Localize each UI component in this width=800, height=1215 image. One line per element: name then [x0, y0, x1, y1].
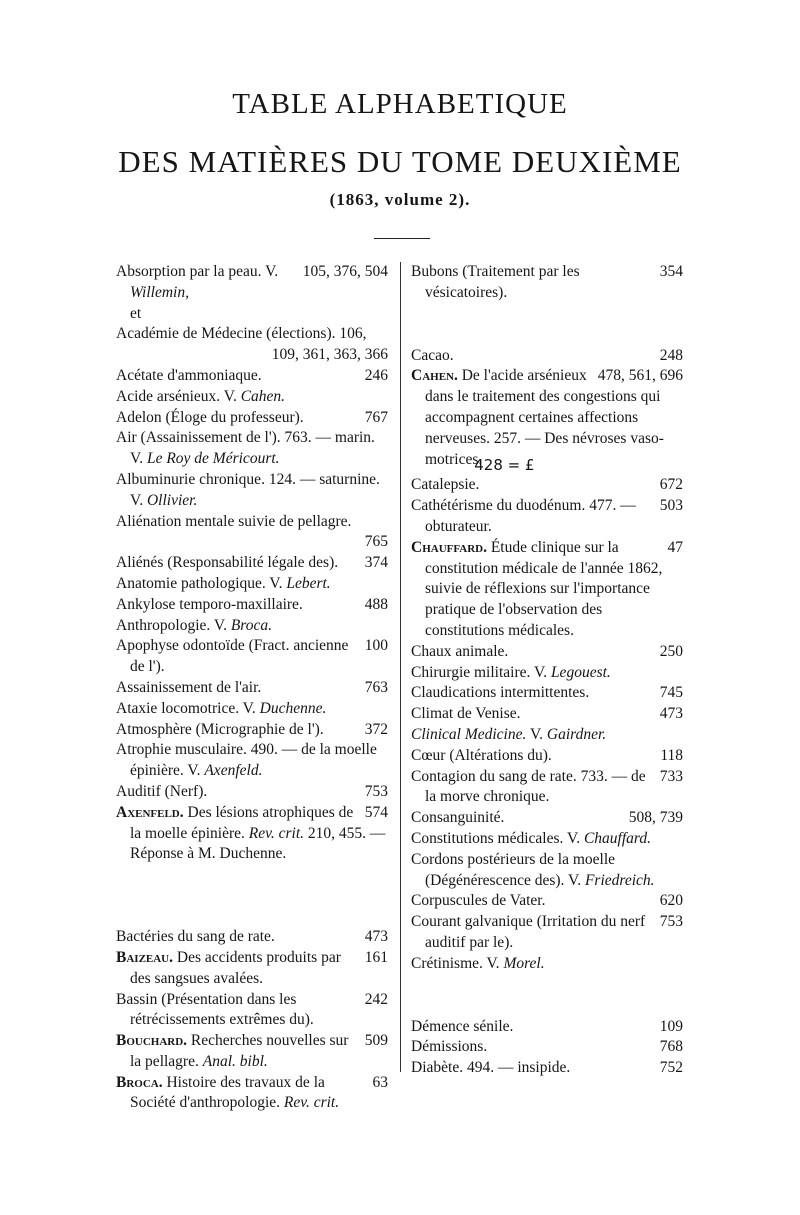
- entry-reference: Duchenne.: [259, 699, 327, 717]
- index-entry: [411, 538, 683, 642]
- entry-text: Académie de Médecine (élections). 106,: [116, 325, 367, 343]
- entry-text: Atrophie musculaire. 490. — de la moelle épinière. V.: [116, 741, 377, 780]
- index-entry: [411, 496, 683, 538]
- entry-reference: Rev. crit.: [248, 824, 305, 842]
- entry-pages: 509: [364, 1032, 388, 1050]
- title-rule: [374, 238, 430, 239]
- index-entry: [411, 366, 683, 475]
- entry-reference: Broca.: [230, 616, 273, 634]
- entry-pages: 242: [364, 990, 388, 1008]
- index-column-left: [116, 262, 388, 1114]
- entry-pages: 250: [659, 642, 683, 660]
- entry-text: Ataxie locomotrice. V.: [116, 699, 260, 717]
- index-entry: [116, 324, 388, 366]
- entry-reference: Ollivier.: [146, 491, 198, 509]
- entry-pages: 374: [364, 554, 388, 572]
- entry-pages: 100: [364, 637, 388, 655]
- index-entry: [411, 912, 683, 954]
- entry-reference: Friedreich.: [584, 871, 655, 889]
- entry-pages: 503: [659, 497, 683, 515]
- entry-text: Bactéries du sang de rate.: [116, 928, 275, 946]
- index-entry: [116, 366, 388, 387]
- entry-pages: 354: [659, 263, 683, 280]
- entry-author: Baizeau.: [116, 948, 173, 966]
- entry-pages: 672: [659, 476, 683, 494]
- index-entry: [411, 767, 683, 809]
- index-entry: [411, 1058, 683, 1079]
- entry-author: Chauffard.: [411, 538, 487, 556]
- entry-author: Broca.: [116, 1073, 163, 1091]
- entry-text: Constitutions médicales. V.: [411, 829, 584, 847]
- entry-text: 210, 455. — Réponse à M. Duchenne.: [130, 824, 386, 863]
- index-entry: [116, 387, 388, 408]
- entry-text: Aliénés (Responsabilité légale des).: [116, 554, 339, 572]
- index-entry: [411, 954, 683, 975]
- entry-pages: 752: [659, 1059, 683, 1077]
- entry-text: Assainissement de l'air.: [116, 678, 262, 696]
- column-divider: [400, 262, 401, 1072]
- entry-text: Cathétérisme du duodénum. 477. — obturateur.: [411, 497, 636, 535]
- entry-pages: 118: [660, 746, 683, 764]
- index-entry: [116, 408, 388, 429]
- entry-text: Chirurgie militaire. V.: [411, 663, 551, 681]
- entry-pages: 47: [667, 538, 683, 556]
- entry-reference: Willemin,: [130, 283, 189, 301]
- entry-text: Histoire des travaux de la Société d'anthropologie.: [130, 1073, 325, 1112]
- entry-pages: 248: [659, 346, 683, 364]
- entry-pages: 372: [364, 720, 388, 738]
- index-entry: [411, 262, 683, 304]
- index-entry: [116, 720, 388, 741]
- entry-reference: Legouest.: [550, 663, 611, 681]
- section-gap: [411, 975, 683, 1017]
- section-gap: [116, 865, 388, 927]
- index-entry: [411, 642, 683, 663]
- index-entry: [116, 636, 388, 678]
- index-entry: [411, 1017, 683, 1038]
- page-title: TABLE ALPHABETIQUE: [232, 88, 568, 120]
- index-entry: [116, 782, 388, 803]
- entry-text: Acide arsénieux. V.: [116, 387, 241, 405]
- entry-pages: 767: [364, 408, 388, 426]
- entry-reference: Clinical Medicine.: [411, 725, 527, 743]
- entry-pages: 63: [372, 1073, 388, 1091]
- entry-pages: 109: [659, 1017, 683, 1035]
- entry-text: Des lésions atrophiques de la moelle épinière.: [130, 803, 354, 842]
- entry-text: Apophyse odontoïde (Fract. ancienne de l').: [116, 637, 349, 676]
- entry-pages: 620: [659, 892, 683, 910]
- entry-pages: 161: [364, 948, 388, 966]
- index-entry: [116, 740, 388, 782]
- entry-text: Bubons (Traitement par les vésicatoires).: [411, 263, 580, 301]
- index-entry: [411, 829, 683, 850]
- entry-text: Étude clinique sur la constitution médicale de l'année 1862, suivie de réflexions sur l'importance pratique de l'observation des constitutions médicales.: [425, 538, 663, 639]
- index-entry: [116, 927, 388, 948]
- entry-text: Auditif (Nerf).: [116, 782, 208, 800]
- entry-text: Acétate d'ammoniaque.: [116, 366, 262, 384]
- entry-text: Bassin (Présentation dans les rétrécissements extrêmes du).: [116, 990, 314, 1029]
- entry-pages: 478, 561, 696: [597, 367, 683, 385]
- entry-text: Claudications intermittentes.: [411, 684, 590, 702]
- entry-author: Bouchard.: [116, 1032, 188, 1050]
- index-entry: [411, 808, 683, 829]
- entry-reference: Chauffard.: [583, 829, 651, 847]
- index-entry: [116, 553, 388, 574]
- entry-text: Recherches nouvelles sur la pellagre.: [130, 1032, 349, 1070]
- index-entry: [116, 699, 388, 720]
- entry-pages: 765: [364, 533, 388, 551]
- entry-reference: Axenfeld.: [204, 762, 263, 780]
- index-entry: [116, 1031, 388, 1073]
- index-column-right: [411, 262, 683, 1079]
- entry-text: De l'acide arsénieux dans le traitement des congestions qui accompagnent certaines affections nerveuses. 257. — Des névroses vaso-motrices.: [425, 367, 664, 468]
- entry-pages: 574: [364, 803, 388, 821]
- page-subtitle-main: DES MATIÈRES DU TOME DEUXIÈME: [118, 144, 682, 179]
- entry-text: et: [130, 304, 142, 322]
- index-entry: [116, 470, 388, 512]
- index-entry: [116, 428, 388, 470]
- entry-reference: Rev. crit.: [283, 1094, 340, 1112]
- index-entry: [411, 346, 683, 367]
- entry-text: Des accidents produits par des sangsues avalées.: [130, 948, 341, 987]
- index-entry: [116, 595, 388, 616]
- index-entry: [116, 803, 388, 865]
- index-entry: [116, 1073, 388, 1115]
- entry-text: Albuminurie chronique. 124. — saturnine. V.: [116, 470, 380, 509]
- index-entry: [411, 663, 683, 684]
- entry-text: Climat de Venise.: [411, 705, 521, 723]
- entry-text: Ankylose temporo-maxillaire.: [116, 595, 303, 613]
- index-entry: [411, 850, 683, 892]
- index-entry: [116, 616, 388, 637]
- entry-pages: 745: [659, 684, 683, 702]
- entry-text: V.: [526, 725, 547, 743]
- entry-reference: Cahen.: [240, 387, 286, 405]
- index-entry: [116, 574, 388, 595]
- index-entry: [411, 475, 683, 496]
- entry-author: Axenfeld.: [116, 803, 184, 821]
- index-entry: [411, 746, 683, 767]
- entry-pages: 488: [364, 595, 388, 613]
- entry-text: Contagion du sang de rate. 733. — de la morve chronique.: [411, 767, 646, 806]
- entry-text: Courant galvanique (Irritation du nerf auditif par le).: [411, 913, 646, 951]
- entry-text: Anthropologie. V.: [116, 616, 231, 634]
- entry-text: Cœur (Altérations du).: [411, 746, 552, 764]
- entry-reference: Le Roy de Méricourt.: [146, 450, 280, 468]
- entry-text: Démissions.: [411, 1038, 488, 1056]
- entry-pages: 246: [364, 366, 388, 384]
- entry-reference: Anal. bibl.: [202, 1052, 268, 1070]
- entry-text: Catalepsie.: [411, 476, 480, 494]
- entry-text: Diabète. 494. — insipide.: [411, 1059, 571, 1077]
- entry-text: Corpuscules de Vater.: [411, 892, 546, 910]
- entry-text: Cordons postérieurs de la moelle (Dégénérescence des). V.: [411, 850, 616, 889]
- entry-text: Crétinisme. V.: [411, 954, 504, 972]
- entry-text: Atmosphère (Micrographie de l').: [116, 720, 324, 738]
- entry-text: Chaux animale.: [411, 642, 509, 660]
- handwritten-note: 428 = £: [474, 455, 535, 474]
- index-entry: [411, 891, 683, 912]
- entry-pages: 473: [659, 705, 683, 723]
- entry-text: Adelon (Éloge du professeur).: [116, 408, 304, 426]
- entry-text: Aliénation mentale suivie de pellagre.: [116, 512, 352, 530]
- entry-text: Cacao.: [411, 346, 454, 364]
- entry-pages: 768: [659, 1038, 683, 1056]
- volume-subtitle: (1863, volume 2).: [329, 190, 471, 209]
- index-entry: [411, 725, 683, 746]
- entry-pages: 753: [659, 913, 683, 931]
- index-entry: [116, 678, 388, 699]
- index-entry: [411, 704, 683, 725]
- entry-text: Consanguinité.: [411, 809, 505, 827]
- index-entry: [116, 262, 388, 324]
- entry-reference: Morel.: [503, 954, 545, 972]
- entry-author: Cahen.: [411, 367, 458, 385]
- entry-reference: Lebert.: [286, 574, 331, 592]
- index-entry: [116, 512, 388, 554]
- entry-text: Air (Assainissement de l'). 763. — marin. V.: [116, 429, 375, 468]
- entry-text: Anatomie pathologique. V.: [116, 574, 287, 592]
- section-gap: [411, 304, 683, 346]
- index-entry: [116, 948, 388, 990]
- entry-pages: 105, 376, 504: [302, 263, 388, 280]
- entry-pages: 763: [364, 678, 388, 696]
- entry-pages: 508, 739: [628, 809, 683, 827]
- index-entry: [116, 990, 388, 1032]
- entry-pages: 733: [659, 767, 683, 785]
- entry-pages: 473: [364, 928, 388, 946]
- entry-text: Absorption par la peau. V.: [116, 263, 279, 280]
- entry-text: Démence sénile.: [411, 1017, 514, 1035]
- entry-pages: 109, 361, 363, 366: [271, 346, 388, 364]
- entry-pages: 753: [364, 782, 388, 800]
- index-entry: [411, 1037, 683, 1058]
- index-entry: [411, 683, 683, 704]
- entry-reference: Gairdner.: [546, 725, 607, 743]
